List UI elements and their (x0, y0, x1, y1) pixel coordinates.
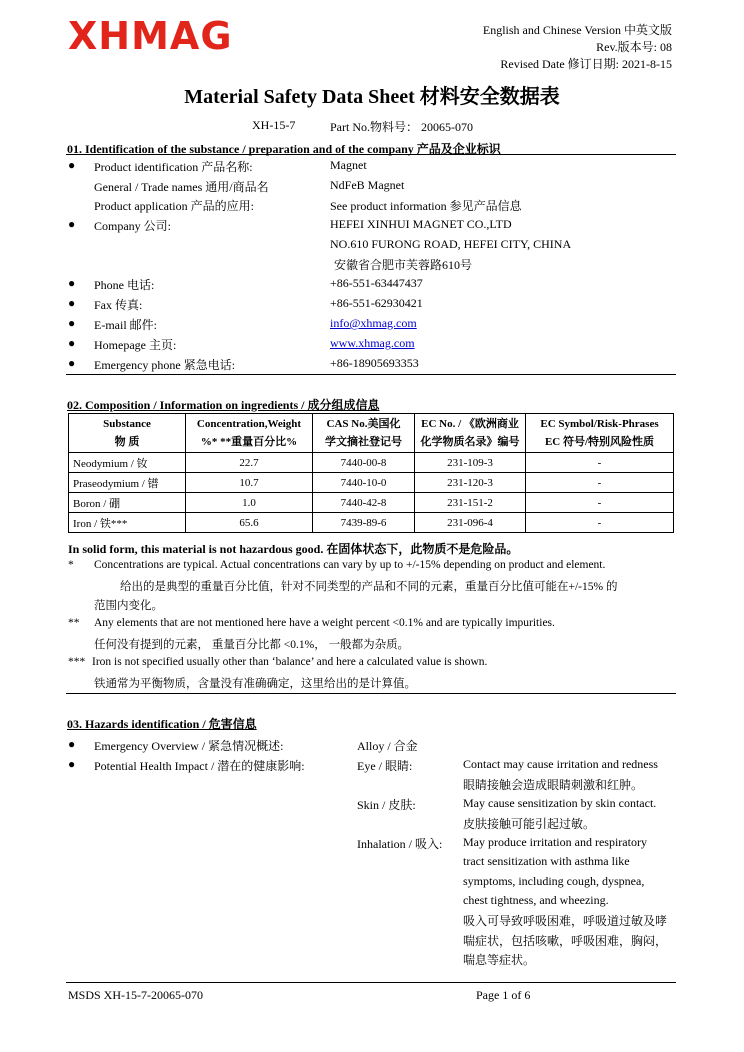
table-cell: 22.7 (186, 453, 313, 473)
table-cell: 231-109-3 (415, 453, 526, 473)
product-application-label: Product application 产品的应用: (94, 199, 254, 213)
footnote-1-en: Concentrations are typical. Actual concentrations can vary by up to +/-15% depending on product and element. (94, 559, 606, 571)
bullet: ● (68, 757, 76, 771)
bullet: ● (68, 737, 76, 751)
skin-label: Skin / 皮肤: (357, 798, 416, 812)
section-02-heading: 02. Composition / Information on ingredients / 成分组成信息 (67, 398, 380, 412)
eye-label: Eye / 眼睛: (357, 759, 413, 773)
revision-line: Rev.版本号: 08 (596, 40, 672, 54)
bullet: ● (68, 336, 76, 350)
footnote-1-cn: 给出的是典型的重量百分比值，针对不同类型的产品和不同的元素，重量百分比值可能在+/-15% 的 (120, 581, 618, 593)
table-cell: 10.7 (186, 473, 313, 493)
skin-text-cn: 皮肤接触可能引起过敏。 (463, 817, 596, 831)
trade-names-value: NdFeB Magnet (330, 178, 405, 192)
emergency-phone-label: Emergency phone 紧急电话: (94, 358, 236, 372)
bullet: ● (68, 276, 76, 290)
page-number: Page 1 of 6 (476, 988, 531, 1002)
footnote-3-cn: 铁通常为平衡物质，含量没有准确确定，这里给出的是计算值。 (94, 678, 416, 690)
table-cell: Praseodymium / 镨 (69, 473, 186, 493)
footnote-3-en: Iron is not specified usually other than ‘balance’ and here a calculated value is shown. (92, 656, 488, 668)
section-divider (66, 693, 676, 694)
table-cell: Boron / 硼 (69, 493, 186, 513)
footnote-mark: *** (68, 656, 86, 668)
product-identification-value: Magnet (330, 158, 367, 172)
table-cell: 231-096-4 (415, 513, 526, 533)
eye-text-cn: 眼睛接触会造成眼睛刺激和红肿。 (463, 778, 644, 792)
section-divider (66, 374, 676, 375)
email-link[interactable]: info@xhmag.com (330, 316, 417, 330)
bullet: ● (68, 356, 76, 370)
inhalation-text-cn: 喘息等症状。 (463, 953, 536, 967)
emergency-overview-value: Alloy / 合金 (357, 739, 418, 753)
company-name: HEFEI XINHUI MAGNET CO.,LTD (330, 217, 512, 231)
revised-date-line: Revised Date 修订日期: 2021-8-15 (500, 57, 672, 71)
table-cell: 7439-89-6 (313, 513, 415, 533)
emergency-overview-label: Emergency Overview / 紧急情况概述: (94, 739, 284, 753)
table-header-row (69, 414, 674, 453)
column-header-substance: Substance 物 质 (69, 414, 186, 453)
inhalation-text: symptoms, including cough, dyspnea, (463, 874, 645, 888)
bullet: ● (68, 217, 76, 231)
table-cell: 231-151-2 (415, 493, 526, 513)
table-cell: 231-120-3 (415, 473, 526, 493)
section-divider (66, 154, 676, 155)
version-line: English and Chinese Version 中英文版 (482, 23, 672, 37)
inhalation-label: Inhalation / 吸入: (357, 837, 443, 851)
column-header-cas-no: CAS No.美国化 学文摘社登记号 (313, 414, 415, 453)
doc-number: XH-15-7 (252, 118, 296, 132)
part-number: Part No.物料号： 20065-070 (330, 120, 473, 134)
table-cell: 7440-10-0 (313, 473, 415, 493)
inhalation-text: May produce irritation and respiratory (463, 835, 647, 849)
company-address-cn: 安徽省合肥市芙蓉路610号 (334, 258, 473, 272)
table-cell: 7440-42-8 (313, 493, 415, 513)
table-row (69, 453, 674, 473)
composition-table (68, 413, 674, 533)
table-row (69, 473, 674, 493)
email-label: E-mail 邮件: (94, 318, 157, 332)
footnote-2-cn: 任何没有提到的元素， 重量百分比都 <0.1%， 一般都为杂质。 (94, 639, 410, 651)
phone-label: Phone 电话: (94, 278, 155, 292)
footnote-1-cn-cont: 范围内变化。 (94, 600, 163, 612)
table-cell: - (526, 493, 674, 513)
footnote-mark: * (68, 559, 74, 571)
eye-text-en: Contact may cause irritation and redness (463, 757, 658, 771)
logo-text: XHMAG (68, 14, 233, 56)
table-cell: - (526, 473, 674, 493)
inhalation-text: chest tightness, and wheezing. (463, 893, 609, 907)
homepage-label: Homepage 主页: (94, 338, 177, 352)
column-header-ec-no: EC No. / 《欧洲商业 化学物质名录》编号 (415, 414, 526, 453)
section-03-heading: 03. Hazards identification / 危害信息 (67, 717, 257, 731)
section-01-heading: 01. Identification of the substance / preparation and of the company 产品及企业标识 (67, 142, 501, 156)
inhalation-text: tract sensitization with asthma like (463, 854, 630, 868)
footnote-mark: ** (68, 617, 80, 629)
footnote-2-en: Any elements that are not mentioned here have a weight percent <0.1% and are typically impurities. (94, 617, 555, 629)
fax-label: Fax 传真: (94, 298, 143, 312)
bullet: ● (68, 316, 76, 330)
footer-doc-id: MSDS XH-15-7-20065-070 (68, 988, 203, 1002)
trade-names-label: General / Trade names 通用/商品名 (94, 180, 269, 194)
emergency-phone-value: +86-18905693353 (330, 356, 419, 370)
table-cell: 7440-00-8 (313, 453, 415, 473)
phone-value: +86-551-63447437 (330, 276, 423, 290)
table-cell: - (526, 513, 674, 533)
product-application-value: See product information 参见产品信息 (330, 199, 522, 213)
bullet: ● (68, 296, 76, 310)
table-cell: 65.6 (186, 513, 313, 533)
fax-value: +86-551-62930421 (330, 296, 423, 310)
table-cell: - (526, 453, 674, 473)
column-header-concentration: Concentration,Weight %* **重量百分比% (186, 414, 313, 453)
column-header-ec-symbol: EC Symbol/Risk-Phrases EC 符号/特别风险性质 (526, 414, 674, 453)
table-cell: Iron / 铁*** (69, 513, 186, 533)
solid-form-note: In solid form, this material is not hazardous good. 在固体状态下，此物质不是危险品。 (68, 542, 519, 556)
page-title: Material Safety Data Sheet 材料安全数据表 (184, 86, 560, 108)
company-label: Company 公司: (94, 219, 171, 233)
bullet: ● (68, 158, 76, 172)
health-impact-label: Potential Health Impact / 潜在的健康影响: (94, 759, 305, 773)
footer-divider (66, 982, 676, 983)
homepage-link[interactable]: www.xhmag.com (330, 336, 415, 350)
table-row (69, 493, 674, 513)
inhalation-text-cn: 喘症状，包括咳嗽，呼吸困难，胸闷， (463, 934, 668, 948)
product-identification-label: Product identification 产品名称: (94, 160, 253, 174)
xhmag-logo (68, 14, 254, 56)
table-cell: Neodymium / 钕 (69, 453, 186, 473)
skin-text-en: May cause sensitization by skin contact. (463, 796, 657, 810)
inhalation-text-cn: 吸入可导致呼吸困难，呼吸道过敏及哮 (463, 914, 668, 928)
table-row (69, 513, 674, 533)
table-cell: 1.0 (186, 493, 313, 513)
company-address-en: NO.610 FURONG ROAD, HEFEI CITY, CHINA (330, 237, 572, 251)
